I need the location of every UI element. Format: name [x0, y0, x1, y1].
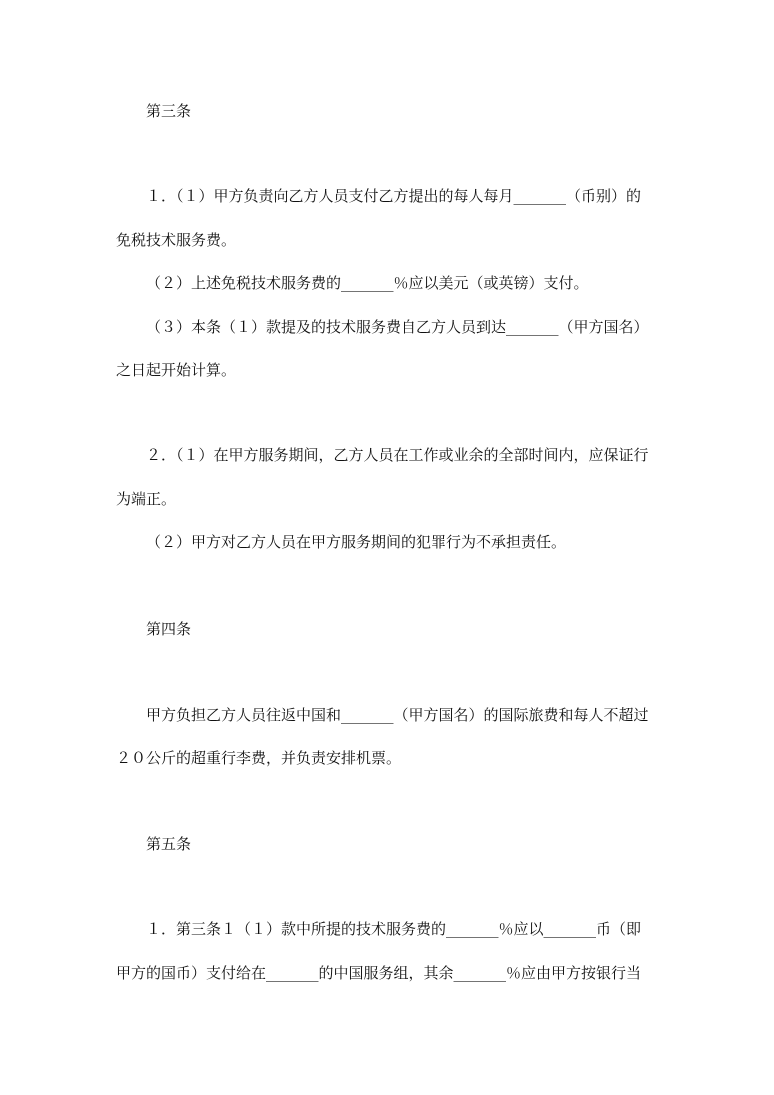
article-3-clause-2-line-1: ２．（１）在甲方服务期间，乙方人员在工作或业余的全部时间内，应保证行 [146, 446, 649, 464]
article-3-clause-1-sub-3-line-1: （３）本条（１）款提及的技术服务费自乙方人员到达_______（甲方国名） [146, 318, 649, 336]
article-5-heading: 第五条 [146, 835, 192, 853]
article-4-heading: 第四条 [146, 620, 192, 638]
article-5-line-1: １．第三条１（１）款中所提的技术服务费的_______％应以_______币（即 [146, 920, 642, 938]
article-3-clause-1-sub-2: （２）上述免税技术服务费的_______％应以美元（或英镑）支付。 [146, 274, 589, 292]
article-3-clause-1-sub-3-line-2: 之日起开始计算。 [116, 361, 237, 379]
article-5-line-2: 甲方的国币）支付给在_______的中国服务组，其余_______％应由甲方按银行当 [116, 964, 642, 982]
article-3-heading: 第三条 [146, 102, 192, 120]
article-3-clause-2-sub-2: （２）甲方对乙方人员在甲方服务期间的犯罪行为不承担责任。 [146, 533, 567, 551]
article-3-clause-1-line-1: １．（１）甲方负责向乙方人员支付乙方提出的每人每月_______（币别）的 [146, 187, 642, 205]
article-4-line-1: 甲方负担乙方人员往返中国和_______（甲方国名）的国际旅费和每人不超过 [146, 706, 649, 724]
article-3-clause-2-line-2: 为端正。 [116, 490, 177, 508]
article-4-line-2: ２０公斤的超重行李费，并负责安排机票。 [116, 749, 402, 767]
article-3-clause-1-line-2: 免税技术服务费。 [116, 231, 237, 249]
